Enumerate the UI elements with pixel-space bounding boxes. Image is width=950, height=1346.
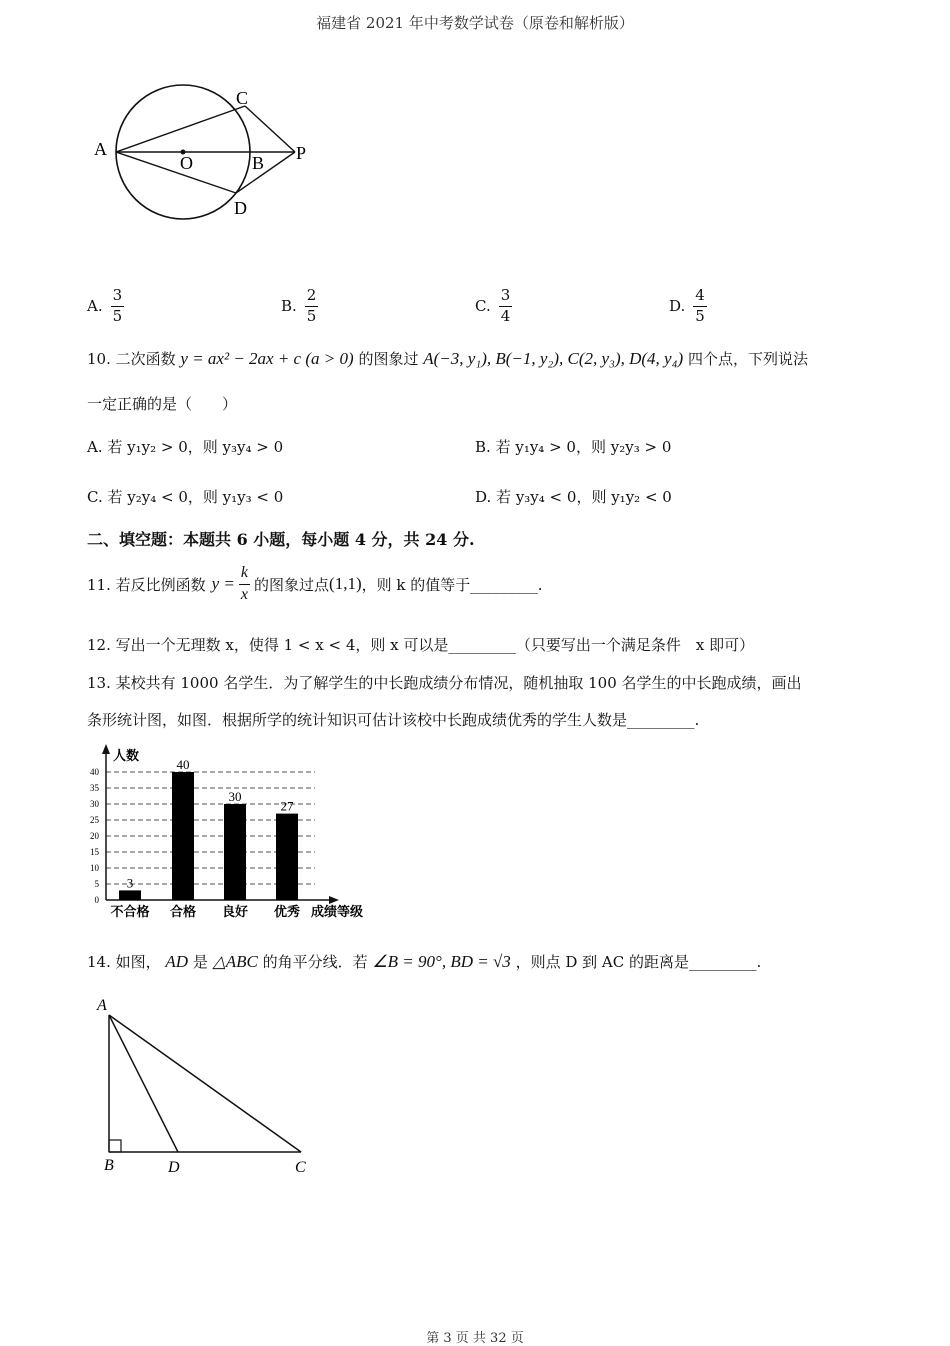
data-label: 3	[126, 875, 134, 891]
category-label: 优秀	[273, 904, 301, 919]
line-ad	[116, 152, 236, 193]
y-ticks	[90, 767, 100, 905]
q10-option-b: B. 若 y₁y₄ > 0，则 y₂y₃ > 0	[475, 438, 672, 456]
label-c: C	[236, 88, 249, 108]
y-tick-label: 35	[90, 783, 99, 793]
q13-line2: 条形统计图，如图．根据所学的统计知识可估计该校中长跑成绩优秀的学生人数是_________.	[87, 711, 700, 729]
y-tick-label: 40	[90, 767, 99, 777]
q9-option-c: C. $\frac{3}{4}$	[475, 286, 511, 325]
triangle-figure	[93, 993, 323, 1179]
bar-0	[119, 890, 141, 900]
label-p: P	[296, 143, 307, 163]
q9-option-d: D. $\frac{4}{5}$	[669, 286, 705, 325]
label-o: O	[180, 153, 193, 173]
q14: 14. 如图， AD 是 △ABC 的角平分线．若 ∠B = 90°, BD = √3 ，则点 D 到 AC 的距离是_________.	[87, 952, 762, 971]
label-a: A	[94, 139, 107, 159]
y-tick-label: 25	[90, 815, 99, 825]
section-heading: 二、填空题：本题共 6 小题，每小题 4 分，共 24 分.	[87, 530, 475, 549]
label-d: D	[234, 198, 247, 218]
q10-stem: 10. 二次函数 y = ax² − 2ax + c (a > 0) 的图象过 A(−3, y₁), B(−1, y₂), C(2, y₃), D(4, y₄) 四个点，下列说法	[87, 349, 808, 368]
q9-option-a: A. $\frac{3}{5}$	[87, 286, 123, 325]
bar-3	[276, 814, 298, 900]
bar-2	[224, 804, 246, 900]
y-axis-arrow	[102, 744, 110, 754]
y-tick-label: 10	[90, 863, 99, 873]
category-label: 合格	[169, 904, 197, 919]
fraction: $\frac{3}{4}$	[500, 286, 511, 325]
label-d: D	[168, 1159, 180, 1176]
fraction: $\frac{k}{x}$	[240, 564, 249, 603]
q13-line1: 13. 某校共有 1000 名学生．为了解学生的中长跑成绩分布情况，随机抽取 100 名学生的中长跑成绩，画出	[87, 674, 802, 692]
page-header: 福建省 2021 年中考数学试卷（原卷和解析版）	[316, 14, 634, 32]
q10-option-d: D. 若 y₃y₄ < 0，则 y₁y₂ < 0	[475, 488, 672, 506]
label-b: B	[104, 1157, 114, 1174]
side-ac	[109, 1015, 301, 1152]
bars	[110, 757, 300, 919]
data-label: 30	[228, 789, 242, 804]
y-tick-label: 5	[94, 879, 99, 889]
line-dp	[236, 152, 295, 193]
x-axis-title: 成绩等级	[311, 904, 364, 919]
label-c: C	[295, 1159, 306, 1176]
y-tick-label: 0	[94, 895, 99, 905]
q11: 11. 若反比例函数 y = $\frac{k}{x}$ 的图象过点 (1,1) ，则 k 的值等于_________.	[87, 564, 543, 603]
segment-ad	[109, 1015, 178, 1152]
bar-1	[172, 772, 194, 900]
q10-points: A(−3, y₁), B(−1, y₂), C(2, y₃), D(4, y₄)	[423, 349, 684, 368]
y-tick-label: 30	[90, 799, 99, 809]
fraction: $\frac{2}{5}$	[306, 286, 317, 325]
category-label: 良好	[221, 904, 249, 919]
bar-chart	[85, 742, 385, 926]
line-ac	[116, 106, 245, 152]
x-axis-arrow	[329, 896, 339, 904]
data-label: 27	[280, 798, 294, 814]
fraction: $\frac{4}{5}$	[695, 286, 705, 325]
fraction: $\frac{3}{5}$	[112, 286, 123, 325]
circle-figure	[88, 78, 328, 228]
y-axis-title: 人数	[113, 748, 140, 763]
q10-option-a: A. 若 y₁y₂ > 0，则 y₃y₄ > 0	[87, 438, 284, 456]
label-a: A	[97, 997, 107, 1014]
label-b: B	[252, 153, 265, 173]
q10-option-c: C. 若 y₂y₄ < 0，则 y₁y₃ < 0	[87, 488, 284, 506]
data-label: 40	[176, 757, 190, 772]
page-footer: 第 3 页 共 32 页	[426, 1331, 524, 1346]
q12: 12. 写出一个无理数 x，使得 1 < x < 4，则 x 可以是_________（只要写出一个满足条件 x 即可）	[87, 636, 755, 654]
line-cp	[245, 106, 295, 152]
q10-function: y = ax² − 2ax + c (a > 0)	[180, 349, 354, 368]
y-tick-label: 15	[90, 847, 99, 857]
y-tick-label: 20	[90, 831, 99, 841]
right-angle-mark	[109, 1140, 121, 1152]
q9-option-b: B. $\frac{2}{5}$	[281, 286, 317, 325]
category-label: 不合格	[110, 904, 150, 919]
q10-stem-line2: 一定正确的是（ ）	[87, 395, 238, 413]
